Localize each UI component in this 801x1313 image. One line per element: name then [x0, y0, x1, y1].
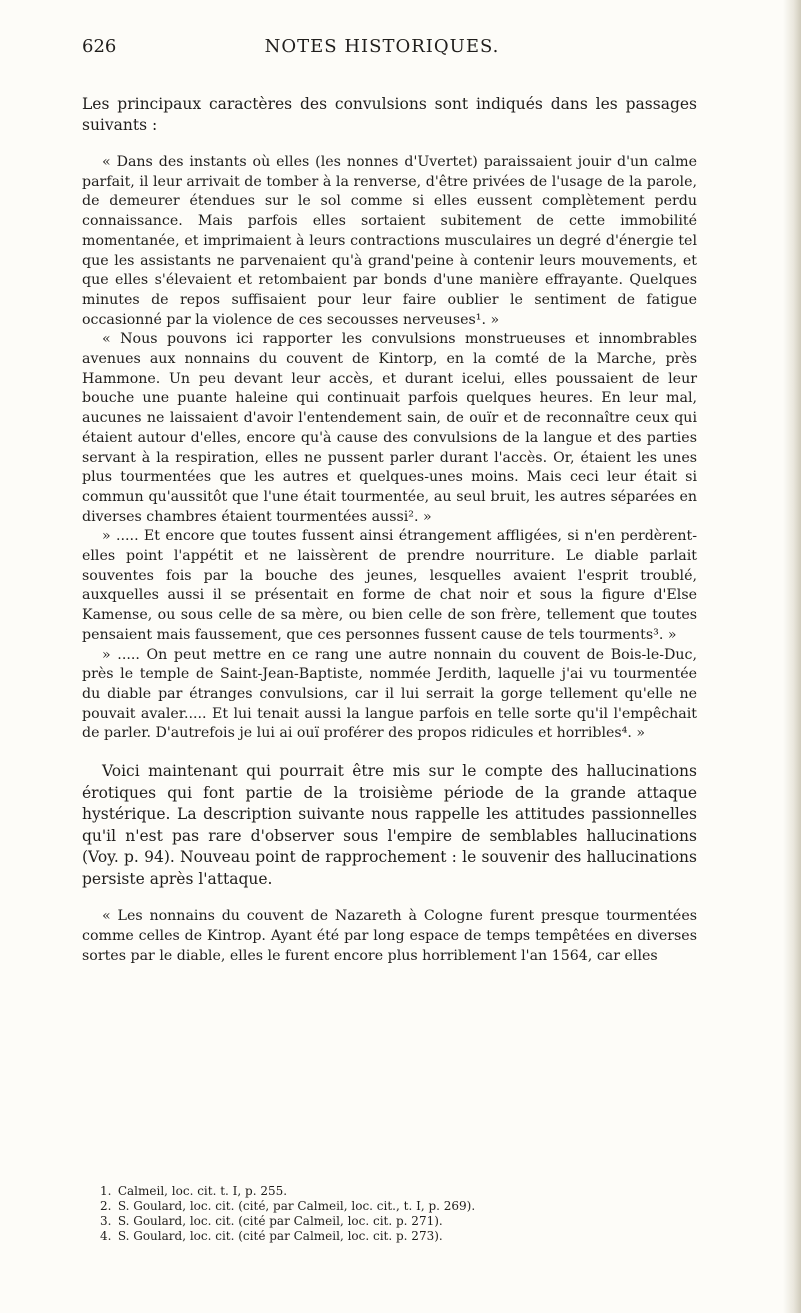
footnote [100, 1199, 700, 1214]
footnote [100, 1214, 700, 1229]
footnotes [100, 1184, 700, 1244]
quote-block-1 [82, 153, 697, 744]
footnote [100, 1184, 700, 1199]
intro-paragraph: Les principaux caractères des convulsions sont indiqués dans les passages suivants : [82, 95, 697, 134]
footnote-text: S. Goulard, loc. cit. (cité par Calmeil, loc. cit. p. 273). [117, 1229, 443, 1243]
footnote-number: 1. [100, 1184, 112, 1198]
page-header [82, 36, 682, 66]
quote-paragraph: » ..... Et encore que toutes fussent ainsi étrangement affligées, si n'en perdèrent-elles point l'appétit et ne laissèrent de prendre nourriture. Le diable parlait souventes fois par la bouche des jeunes, lesquelles avaient l'esprit troublé, auxquelles aussi il se présentait en forme de chat noir et sous la figure d'Else Kamense, ou sous celle de sa mère, ou bien celle de son frère, tellement que toutes pensaient mais faussement, que ces personnes fussent cause de tels tourments³. » [82, 528, 697, 643]
footnote-number: 3. [100, 1214, 112, 1228]
page-number: 626 [82, 36, 117, 57]
footnote-text: Calmeil, loc. cit. t. I, p. 255. [117, 1184, 288, 1198]
footnote-text: S. Goulard, loc. cit. (cité par Calmeil, loc. cit. p. 271). [117, 1214, 443, 1228]
page-edge-shadow [783, 0, 801, 1313]
quote-paragraph-cologne: « Les nonnains du couvent de Nazareth à Cologne furent presque tourmentées comme celles de Kintrop. Ayant été par long espace de temps tempêtées en diverses sortes par le diable, elles le furent encore plus horriblement l'an 1564, car elles [82, 908, 697, 964]
quote-paragraph: « Dans des instants où elles (les nonnes d'Uvertet) paraissaient jouir d'un calme parfait, il leur arrivait de tomber à la renverse, d'être privées de l'usage de la parole, de demeurer étendues sur le sol comme si elles eussent complètement perdu connaissance. Mais parfois elles sortaient subitement de cette immobilité momentanée, et imprimaient à leurs contractions musculaires un degré d'énergie tel que les assistants ne parvenaient qu'à grand'peine à contenir leurs mouvements, et que elles s'élevaient et retombaient par bonds d'une manière effrayante. Quelques minutes de repos suffisaient pour leur faire oublier le sentiment de fatigue occasionné par la violence de ces secousses nerveuses¹. » [82, 154, 697, 328]
running-title: NOTES HISTORIQUES. [264, 36, 500, 57]
footnote-number: 2. [100, 1199, 112, 1213]
quote-paragraph: « Nous pouvons ici rapporter les convulsions monstrueuses et innombrables avenues aux nonnains du couvent de Kintorp, en la comté de la Marche, près Hammone. Un peu devant leur accès, et durant icelui, elles poussaient de leur bouche une puante haleine qui continuait parfois quelques heures. En leur mal, aucunes ne laissaient d'avoir l'entendement sain, de ouïr et de reconnaître ceux qui étaient autour d'elles, encore qu'à cause des convulsions de la langue et des parties servant à la respiration, elles ne pussent parler durant l'accès. Or, étaient les unes plus tourmentées que les autres et quelques-unes moins. Mais ceci leur était si commun qu'aussitôt que l'une était tourmentée, au seul bruit, les autres séparées en diverses chambres étaient tourmentées aussi². » [82, 331, 697, 525]
main-text [82, 94, 697, 966]
footnote-text: S. Goulard, loc. cit. (cité, par Calmeil, loc. cit., t. I, p. 269). [117, 1199, 476, 1213]
footnote [100, 1229, 700, 1244]
quote-paragraph: » ..... On peut mettre en ce rang une autre nonnain du couvent de Bois-le-Duc, près le temple de Saint-Jean-Baptiste, nommée Jerdith, laquelle j'ai vu tourmentée du diable par étranges convulsions, car il lui serrait la gorge tellement qu'elle ne pouvait avaler..... Et lui tenait aussi la langue parfois en telle sorte qu'il l'empêchait de parler. D'autrefois je lui ai ouï proférer des propos ridicules et horribles⁴. » [82, 646, 697, 742]
footnote-number: 4. [100, 1229, 112, 1243]
commentary-paragraph: Voici maintenant qui pourrait être mis sur le compte des hallucinations érotiques qui font partie de la troisième période de la grande attaque hystérique. La description suivante nous rappelle les attitudes passionnelles qu'il n'est pas rare d'observer sous l'empire de semblables hallucinations (Voy. p. 94). Nouveau point de rapprochement : le souvenir des hallucinations persiste après l'attaque. [82, 762, 697, 888]
